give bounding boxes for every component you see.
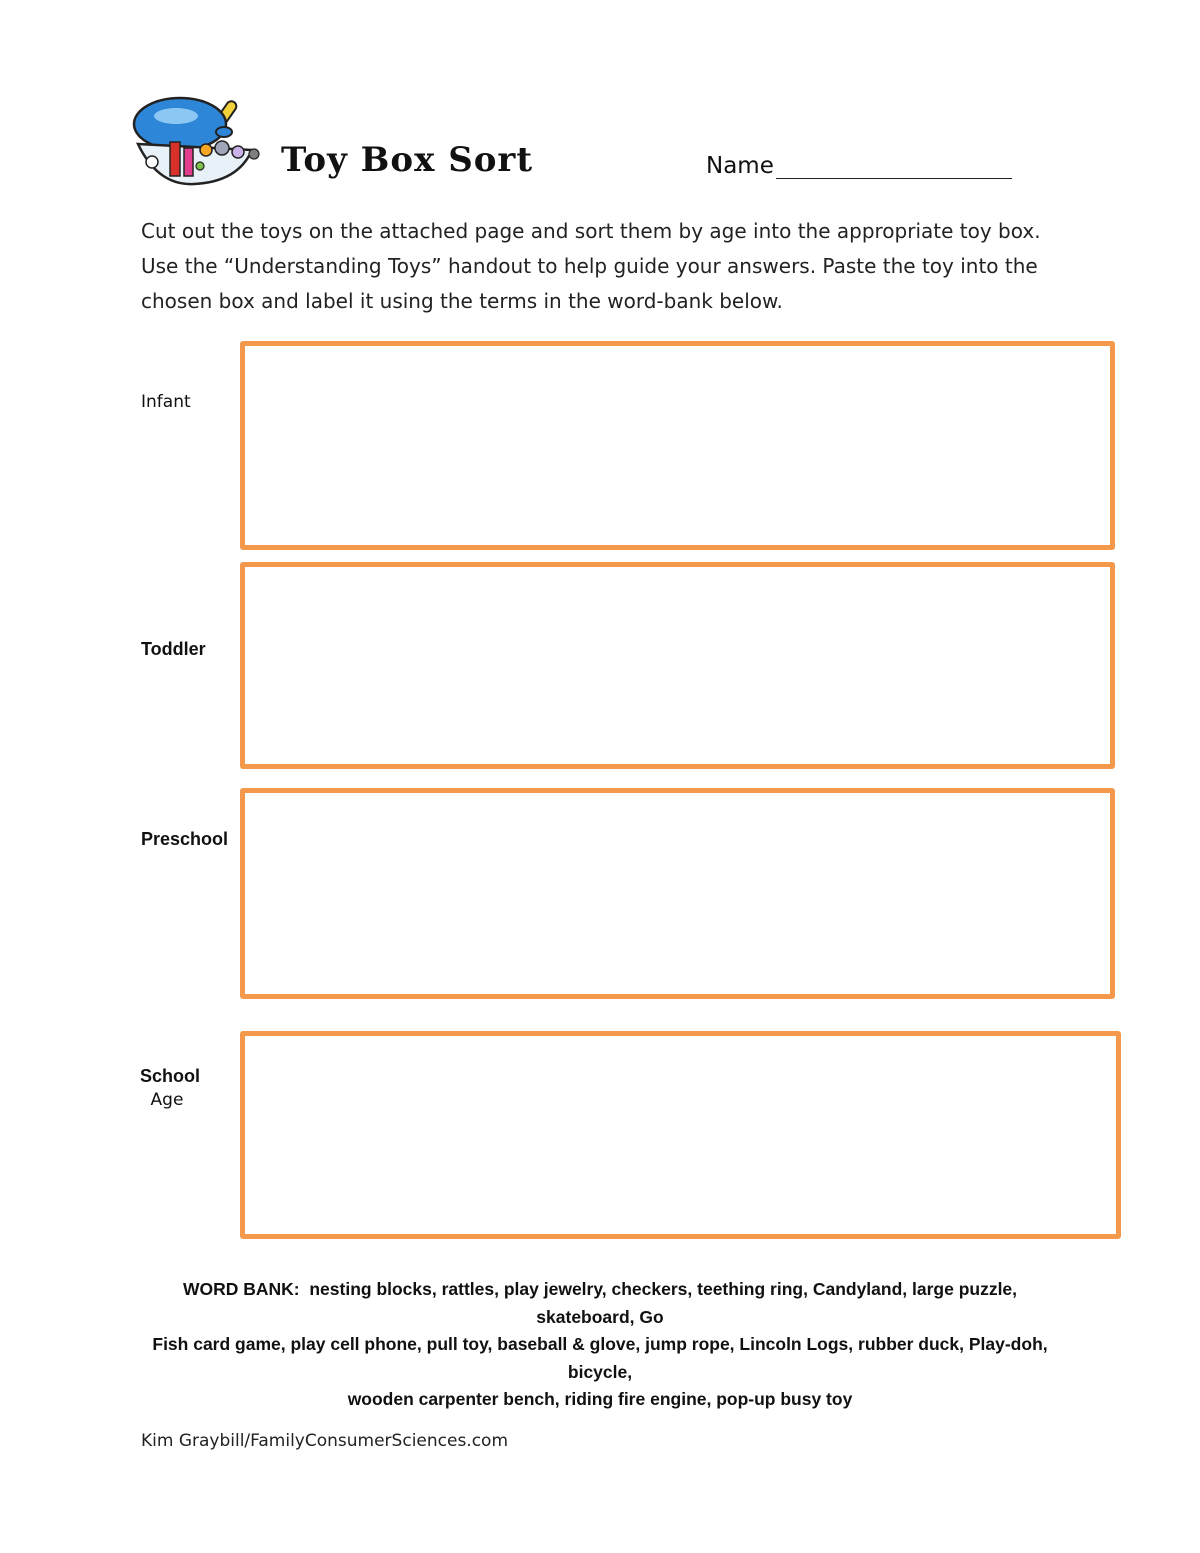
toddler-toy-box[interactable] <box>240 562 1115 769</box>
word-bank-terms-1: nesting blocks, rattles, play jewelry, checkers, teething ring, Candyland, large puzzle, skateboard, Go <box>309 1279 1018 1327</box>
worksheet-title: Toy Box Sort <box>281 140 534 180</box>
word-bank-line-3: wooden carpenter bench, riding fire engine, pop-up busy toy <box>347 1389 853 1409</box>
infant-toy-box[interactable] <box>240 341 1115 550</box>
word-bank-line-2: Fish card game, play cell phone, pull toy, baseball & glove, jump rope, Lincoln Logs, rubber duck, Play-doh, bicycle, <box>152 1334 1048 1382</box>
name-label: Name <box>706 153 774 179</box>
word-bank-label: WORD BANK: <box>182 1279 300 1299</box>
footer-credit: Kim Graybill/FamilyConsumerSciences.com <box>141 1431 509 1451</box>
word-bank <box>140 1276 1060 1414</box>
toy-box-logo-icon <box>128 92 268 192</box>
instructions-line-1: Cut out the toys on the attached page and sort them by age into the appropriate toy box. <box>141 219 1041 243</box>
preschool-toy-box[interactable] <box>240 788 1115 999</box>
instructions-line-3: chosen box and label it using the terms in the word-bank below. <box>141 289 783 313</box>
school-age-label <box>140 1064 201 1112</box>
name-field[interactable] <box>706 152 1012 179</box>
preschool-label: Preschool <box>141 829 229 849</box>
toddler-label: Toddler <box>141 639 206 659</box>
word-bank-line-1 <box>140 1276 1060 1331</box>
infant-label: Infant <box>141 392 191 412</box>
instructions-line-2: Use the “Understanding Toys” handout to help guide your answers. Paste the toy into the <box>141 254 1038 278</box>
name-blank-line[interactable] <box>776 152 1012 179</box>
school-age-label-line-1: School <box>140 1066 201 1086</box>
instructions <box>141 214 1071 319</box>
school-age-label-line-2: Age <box>150 1090 184 1110</box>
school-age-toy-box[interactable] <box>240 1031 1121 1239</box>
